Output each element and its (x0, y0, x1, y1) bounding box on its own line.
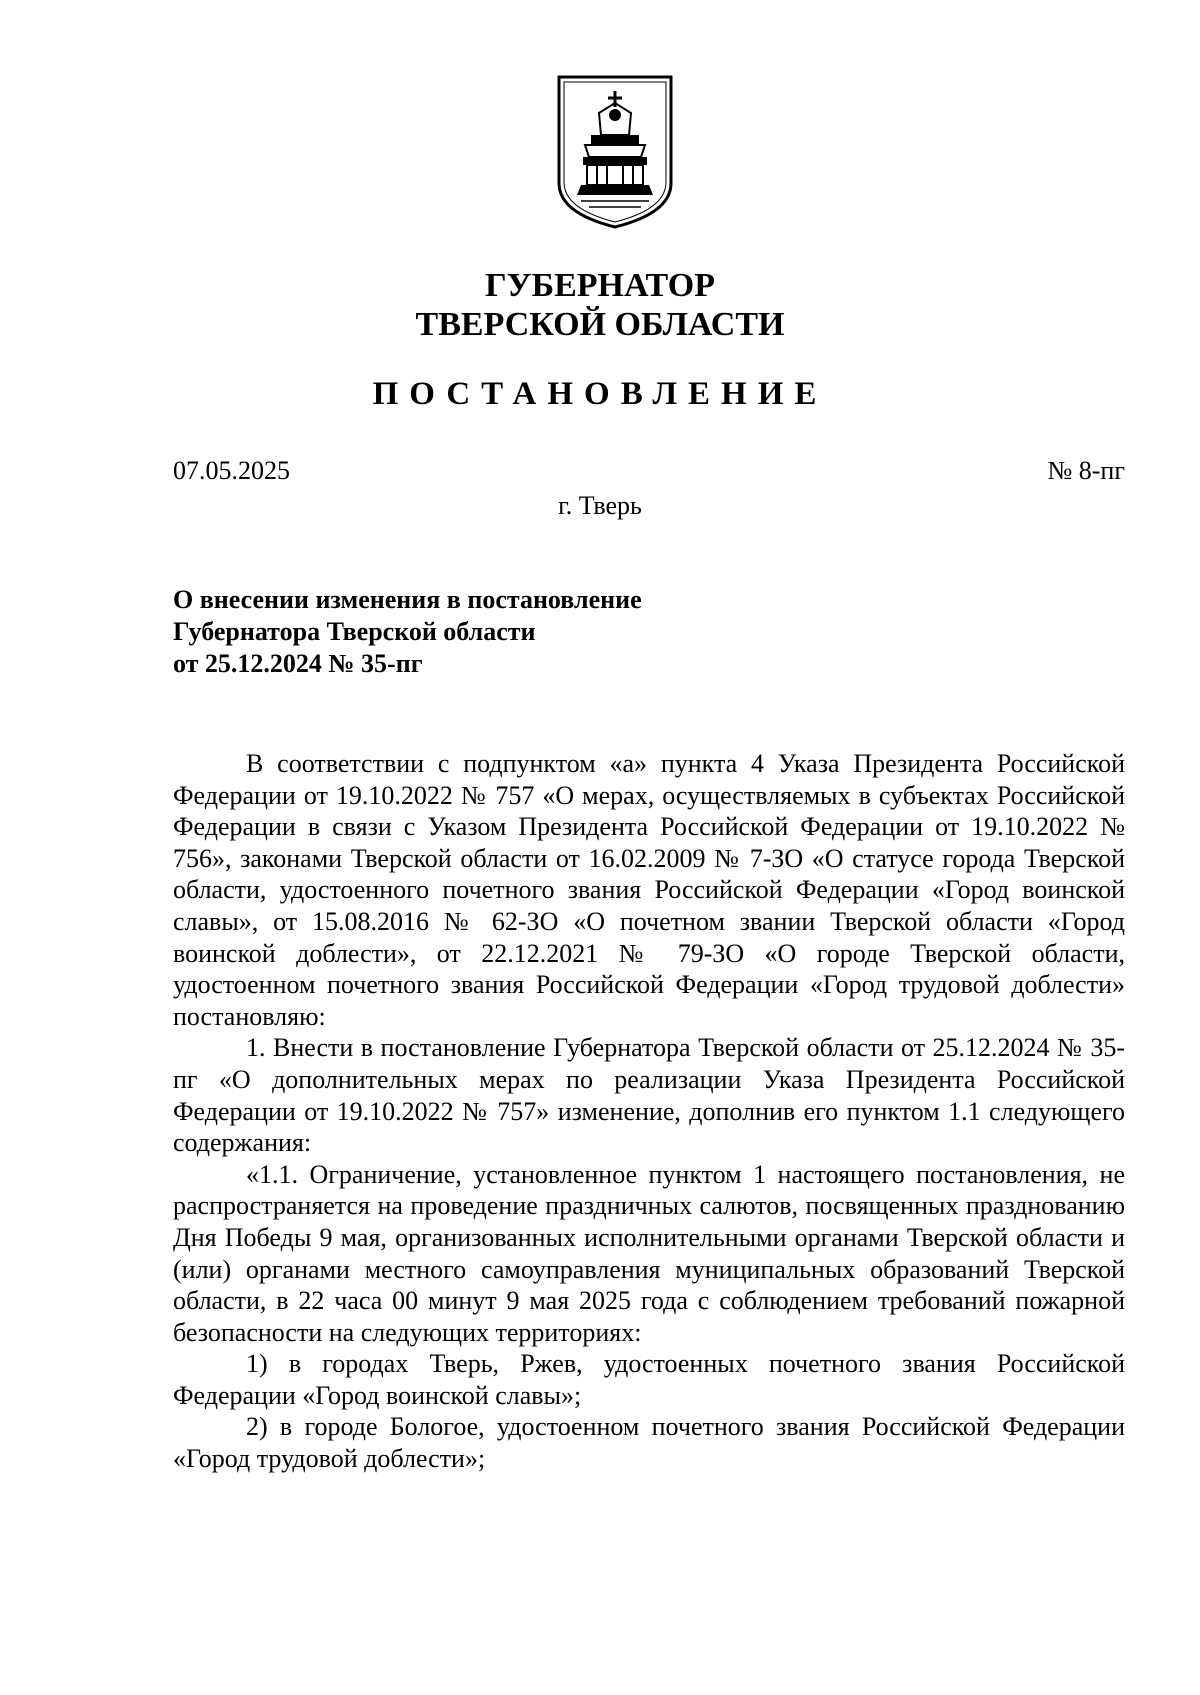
document-body (173, 748, 1125, 1475)
heading-governor: ГУБЕРНАТОР (485, 267, 715, 304)
heading-region: ТВЕРСКОЙ ОБЛАСТИ (415, 306, 785, 343)
document-date: 07.05.2025 (173, 456, 290, 485)
preamble-paragraph: В соответствии с подпунктом «а» пункта 4 Указа Президента Российской Федерации от 19.10.2022 № 757 «О мерах, осуществляемых в субъектах Российской Федерации в связи с Указом Президента Российской Федерации от 19.10.2022 № 756», законами Тверской области от 16.02.2009 № 7-ЗО «О статусе города Тверской области, удостоенного почетного звания Российской Федерации «Город воинской славы», от 15.08.2016 № 62-ЗО «О почетном звании Тверской области «Город воинской доблести», от 22.12.2021 № 79-ЗО «О городе Тверской области, удостоенном почетного звания Российской Федерации «Город трудовой доблести» постановляю: (173, 749, 1125, 1031)
subitem-2-paragraph: 2) в городе Бологое, удостоенном почетного звания Российской Федерации «Город трудовой доблести»; (173, 1412, 1125, 1474)
coat-of-arms-icon (555, 73, 675, 231)
item-1-paragraph: 1. Внести в постановление Губернатора Тверской области от 25.12.2024 № 35-пг «О дополнительных мерах по реализации Указа Президента Российской Федерации от 19.10.2022 № 757» изменение, дополнив его пунктом 1.1 следующего содержания: (173, 1033, 1125, 1158)
document-city: г. Тверь (558, 491, 642, 520)
document-type: ПОСТАНОВЛЕНИЕ (372, 376, 828, 412)
title-line: О внесении изменения в постановление (173, 585, 642, 614)
document-title (173, 584, 873, 680)
subitem-1-paragraph: 1) в городах Тверь, Ржев, удостоенных почетного звания Российской Федерации «Город воинской славы»; (173, 1349, 1125, 1410)
title-line: от 25.12.2024 № 35-пг (173, 649, 423, 678)
item-1-1-paragraph: «1.1. Ограничение, установленное пунктом 1 настоящего постановления, не распространяется на проведение праздничных салютов, посвященных празднованию Дня Победы 9 мая, организованных исполнительными органами Тверской области и (или) органами местного самоуправления муниципальных образований Тверской области, в 22 часа 00 минут 9 мая 2025 года с соблюдением требований пожарной безопасности на следующих территориях: (173, 1159, 1125, 1347)
title-line: Губернатора Тверской области (173, 617, 536, 646)
document-number: № 8-пг (1047, 456, 1125, 485)
